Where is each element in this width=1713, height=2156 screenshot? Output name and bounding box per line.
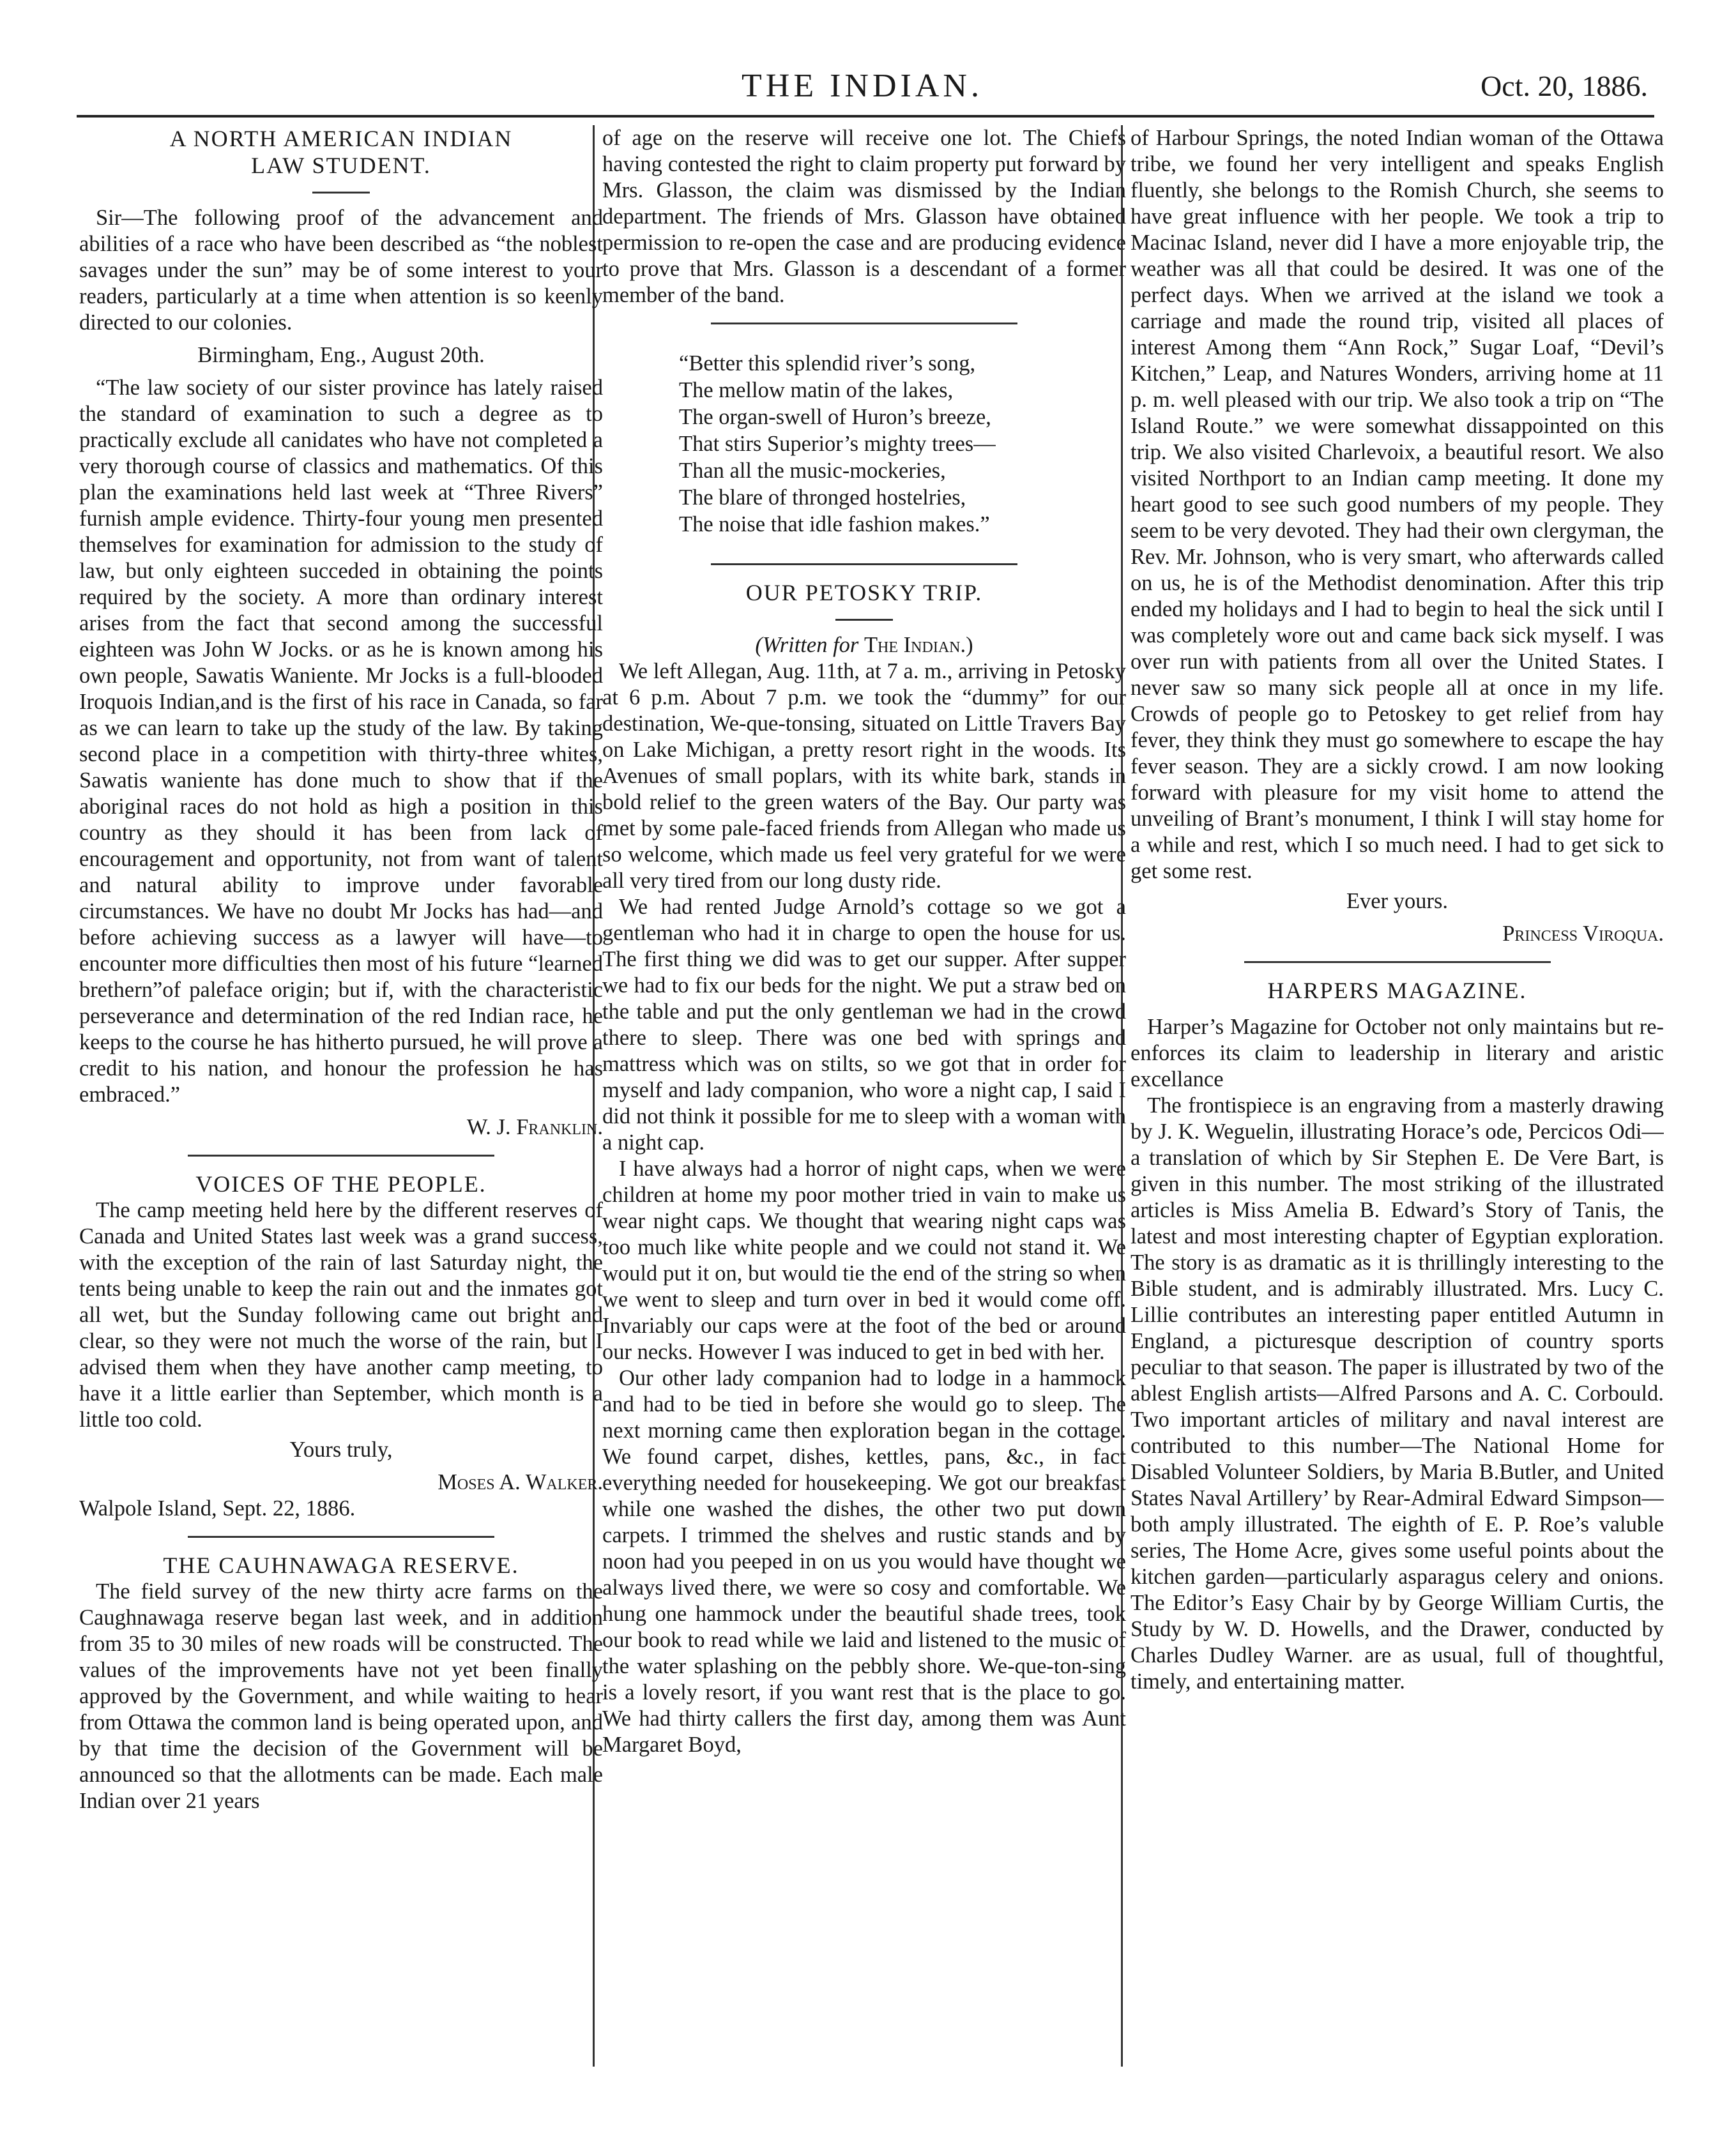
section-rule [711,563,1017,565]
article-cauhnawaga-reserve [79,1552,603,1814]
letter-closing: Ever yours. [1346,889,1449,913]
column-3 [1131,125,1664,1695]
article-headline-line2: LAW STUDENT. [251,153,431,178]
article-petosky-trip [602,579,1126,1758]
article-paragraph: I have always had a horror of night caps, when we were children at home my poor mother tried in vain to make us wear night caps. We thought that wearing night caps was too much like white people and we could not stand it. We would put it on, but would tie the end of the string so when we went to sleep and turn over in bed it would come off. Invariably our caps were at the foot of the bed or around our necks. However I was induced to get in bed with her. [602,1157,1126,1364]
article-body: “The law society of our sister province has lately raised the standard of examination to such a degree as to practically exclude all canidates who have not completed a very thorough course of classics and mathematics. Of this plan the examinations held last week at “Three Rivers” furnish ample evidence. Thirty-four young men presented themselves for examination for admission to the study of law, but only eighteen succeded in obtaining the points required by the society. A more than ordinary interest arises from the fact that second among the successful eighteen was John W Jocks. or as he is known among his own people, Sawatis Waniente. Mr Jocks is a full-blooded Iroquois Indian,and is the first of his race in Canada, so far as we can learn to take up the study of the law. By taking second place in a competition with thirty-three whites, Sawatis waniente has done much to show that if the aboriginal races do not hold as high a position in this country as they should it has been from lack of encouragement and opportunity, not from want of talent and natural ability to improve under favorable circumstances. We have no doubt Mr Jocks has had—and before achieving success as a lawyer will have—to encounter more difficulties then most of his future “learned brethern”of paleface origin; but if, with the characteristic perseverance and determination of the red Indian race, he keeps to the course he has hitherto pursued, he will prove a credit to his nation, and honour the profession he has embraced.” [79,376,603,1107]
poem-line: The organ-swell of Huron’s breeze, [679,405,991,429]
article-continuation: of Harbour Springs, the noted Indian woman of the Ottawa tribe, we found her very intelligent and speaks English fluently, she belongs to the Romish Church, she seems to have great influence with her people. We took a trip to Macinac Island, never did I have a more enjoyable trip, the weather was all that could be desired. It was one of the perfect days. When we arrived at the island we took a carriage and made the round trip, visited all places of interest Among them “Ann Rock,” Sugar Loaf, “Devil’s Kitchen,” Leap, and Natures Wonders, arriving home at 11 p. m. well pleased with our trip. We also took a trip on “The Island Route.” we were somewhat dissappointed on this trip. We also visited Charlevoix, a beautiful resort. We also visited Northport to an Indian camp meeting. It done my heart good to see such good numbers of my people. They seem to be very devoted. They had their own clergyman, the Rev. Mr. Johnson, who is very smart, who afterwards called on us, he is of the Methodist denomination. After this trip ended my holidays and I had to begin to heal the sick until I was completely wore out and came back sick myself. I was over run with patients from all over the United States. I never saw so many sick people all at once in my life. Crowds of people go to Petoskey to get relief from hay fever, they think they must go somewhere to escape the hay fever season. They are a sickly crowd. I am now looking forward with pleasure for my visit home to attend the unveiling of Brant’s monument, I think I will stay home for a while and rest, which I so much need. I had to get sick to get some rest. [1131,126,1664,883]
article-headline: OUR PETOSKY TRIP. [745,580,983,605]
byline [602,632,1126,658]
article-paragraph: Our other lady companion had to lodge in a hammock and had to be tied in before she would go to sleep. The next morning came then exploration began in the cottage. We found carpet, dishes, kettles, pans, &c., in fact everything needed for housekeeping. We got our breakfast while one washed the dishes, the other two put down carpets. I trimmed the shelves and rustic stands and by noon had you peeped in on us you would have thought we always lived there, we were so cosy and comfortable. We hung one hammock under the beautiful shade trees, took our book to read while we laid and listened to the music of the water splashing on the pebbly shore. We-que-ton-sing is a lovely resort, if you want rest that is the place to go. We had thirty callers the first day, among them was Aunt Margaret Boyd, [602,1366,1126,1757]
issue-date: Oct. 20, 1886. [1481,70,1648,102]
section-rule [188,1155,494,1157]
article-body: The camp meeting held here by the different reserves of Canada and United States last week was a grand success, with the exception of the rain of last Saturday night, the tents being unable to keep the rain out and the inmates got all wet, but the Sunday following came out bright and clear, so they were not much the worse of the rain, but I advised them when they have another camp meeting, to have it a little earlier than September, which month is a little too cold. [79,1198,603,1432]
article-headline: VOICES OF THE PEOPLE. [195,1171,487,1197]
masthead [77,67,1648,105]
poem-line: “Better this splendid river’s song, [679,351,976,376]
byline-paper: The Indian.) [864,633,973,657]
column-2 [602,125,1126,1758]
article-voices-of-the-people [79,1171,603,1522]
poem-line: The blare of thronged hostelries, [679,485,966,510]
column-1 [79,125,603,1814]
newspaper-title: THE INDIAN. [742,68,983,104]
dateline: Birmingham, Eng., August 20th. [197,343,485,367]
article-signature: Princess Viroqua. [1502,922,1664,946]
short-rule [312,192,370,194]
letter-closing: Yours truly, [289,1438,393,1462]
poem-line: The mellow matin of the lakes, [679,378,954,402]
poem-line: The noise that idle fashion makes.” [679,512,990,536]
masthead-rule [77,115,1654,118]
article-signature: W. J. Franklin. [466,1115,603,1139]
article-paragraph: The frontispiece is an engraving from a masterly drawing by J. K. Weguelin, illustrating Horace’s ode, Percicos Odi—a translation of which by Sir Stephen E. De Vere Bart, is given in this number. The most striking of the illustrated articles is Miss Amelia B. Edward’s Story of Tanis, the latest and most interesting chapter of Egyptian exploration. The story is as dramatic as it is thrillingly interesting to the Bible student, and is admirably illustrated. Mrs. Lucy C. Lillie contributes an interesting paper entitled Autumn in England, a picturesque description of country sports peculiar to that season. The paper is illustrated by two of the ablest English artists—Alfred Parsons and A. C. Corbould. Two important articles of military and naval interest are contributed to this number—The National Home for Disabled Volunteer Soldiers, by Maria B.Butler, and United States Naval Artillery’ by Rear-Admiral Edward Simpson—both amply illustrated. The eighth of E. P. Roe’s valuble series, The Home Acre, gives some useful points about the kitchen garden—particularly asparagus celery and onions. The Editor’s Easy Chair by by George William Curtis, the Study by W. D. Howells, and the Drawer, conducted by Charles Dudley Warner. are as usual, full of thoughtful, timely, and entertaining matter. [1131,1093,1664,1694]
article-law-student [79,125,603,1141]
article-intro: Sir—The following proof of the advancement and abilities of a race who have been described as “the noblest savages under the sun” may be of some interest to your readers, particularly at a time when attention is so keenly directed to our colonies. [79,206,603,335]
poem-line: Than all the music-mockeries, [679,459,946,483]
article-headline: HARPERS MAGAZINE. [1267,978,1527,1003]
section-rule [711,323,1017,324]
article-paragraph: Harper’s Magazine for October not only maintains but re-enforces its claim to leadership in literary and aristic excellance [1131,1015,1664,1091]
article-signature: Moses A. Walker. [438,1470,603,1494]
article-headline: A NORTH AMERICAN INDIAN [169,126,513,151]
place-date: Walpole Island, Sept. 22, 1886. [79,1496,356,1521]
article-paragraph: We left Allegan, Aug. 11th, at 7 a. m., arriving in Petosky at 6 p.m. About 7 p.m. we took the “dummy” for our destination, We-que-tonsing, situated on Little Travers Bay on Lake Michigan, a pretty resort right in the woods. Its Avenues of small poplars, with its white bark, stands in bold relief to the green waters of the Bay. Our party was met by some pale-faced friends from Allegan who made us so welcome, which made us feel very grateful for we were all very tired from our long dusty ride. [602,659,1126,893]
article-headline: THE CAUHNAWAGA RESERVE. [163,1552,519,1578]
article-body: The field survey of the new thirty acre farms on the Caughnawaga reserve began last week, and in addition from 35 to 30 miles of new roads will be constructed. The values of the improvements have not yet been finally approved by the Government, and while waiting to hear from Ottawa the common land is being operated upon, and by that time the decision of the Government will be announced so that the allotments can be made. Each male Indian over 21 years [79,1579,603,1813]
poem-line: That stirs Superior’s mighty trees— [679,432,996,456]
short-rule [835,619,893,621]
article-harpers-magazine [1131,977,1664,1695]
spacer [1131,1004,1664,1014]
article-continuation: of age on the reserve will receive one lot. The Chiefs having contested the right to claim property put forward by Mrs. Glasson, the claim was dismissed by the Indian department. The friends of Mrs. Glasson have obtained permission to re-open the case and are producing evidence to prove that Mrs. Glasson is a descendant of a former member of the band. [602,126,1126,307]
section-rule [188,1536,494,1538]
poem [679,350,1126,538]
section-rule [1244,961,1551,963]
byline-label: (Written for [755,633,859,657]
article-paragraph: We had rented Judge Arnold’s cottage so we got a gentleman who had it in charge to open the house for us. The first thing we did was to get our supper. After supper we had to fix our beds for the night. We put a straw bed on the table and put the only gentleman we had in the crowd there to sleep. There was one bed with springs and mattress which was on stilts, so we got that in order for myself and lady companion, who wore a night cap, I said I did not think it possible for me to sleep with a woman with a night cap. [602,895,1126,1155]
